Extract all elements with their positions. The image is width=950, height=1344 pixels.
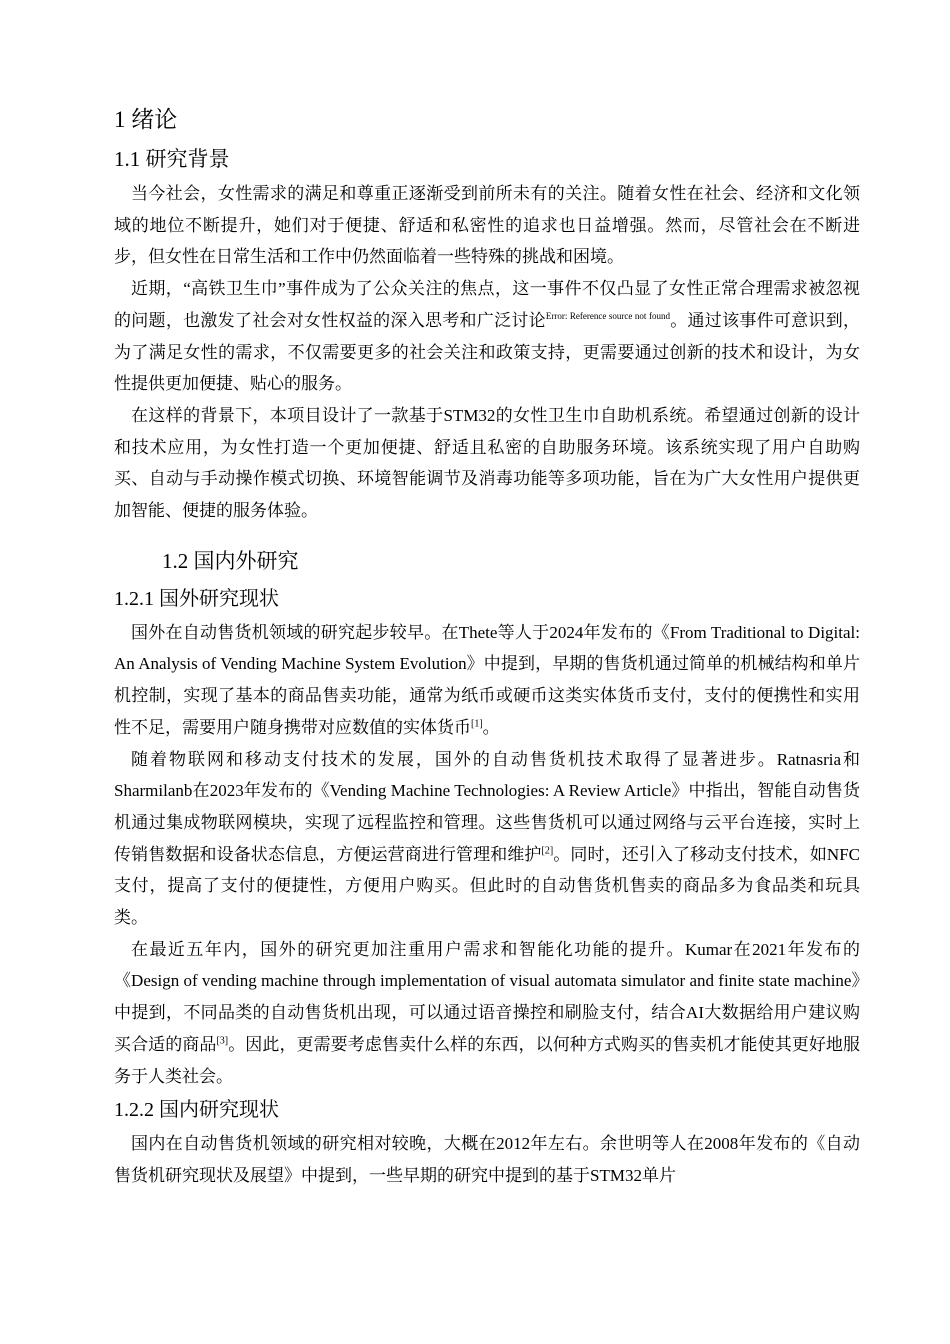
paragraph bbox=[114, 934, 860, 1093]
paragraph: 在这样的背景下，本项目设计了一款基于STM32的女性卫生巾自助机系统。希望通过创新的设计和技术应用，为女性打造一个更加便捷、舒适且私密的自助服务环境。该系统实现了用户自助购买、自动与手动操作模式切换、环境智能调节及消毒功能等多项功能，旨在为广大女性用户提供更加智能、便捷的服务体验。 bbox=[114, 405, 860, 521]
paragraph-text: 。同时，还引入了移动支付技术，如NFC支付，提高了支付的便捷性，方便用户购买。但此时的自动售货机售卖的商品多为食品类和玩具类。 bbox=[114, 844, 860, 928]
section-title-1-2: 1.2 国内外研究 bbox=[162, 548, 299, 573]
chapter-title: 1 绪论 bbox=[114, 107, 178, 132]
reference-error: Error: Reference source not found bbox=[545, 310, 670, 321]
paragraph-text: 。通过该事件可意识到，为了满足女性的需求，不仅需要更多的社会关注和政策支持，更需要通过创新的技术和设计，为女性提供更加便捷、贴心的服务。 bbox=[114, 310, 861, 394]
subsection-title-1-2-2: 1.2.2 国内研究现状 bbox=[114, 1099, 279, 1122]
paragraph-text: 。因此，更需要考虑售卖什么样的东西，以何种方式购买的售卖机才能使其更好地服务于人类社会。 bbox=[114, 1034, 861, 1086]
paragraph: 当今社会，女性需求的满足和尊重正逐渐受到前所未有的关注。随着女性在社会、经济和文化领域的地位不断提升，她们对于便捷、舒适和私密性的追求也日益增强。然而，尽管社会在不断进步，但女性在日常生活和工作中仍然面临着一些特殊的挑战和困境。 bbox=[114, 184, 860, 267]
paragraph bbox=[114, 273, 860, 400]
section-title-1-1: 1.1 研究背景 bbox=[114, 147, 230, 171]
paragraph-text: 近期，“高铁卫生巾”事件成为了公众关注的焦点，这一事件不仅凸显了女性正常合理需求被忽视的问题，也激发了社会对女性权益的深入思考和广泛讨论 bbox=[114, 279, 860, 330]
paragraph bbox=[114, 617, 860, 744]
document-body bbox=[114, 100, 860, 1192]
paragraph-text: 。 bbox=[482, 717, 500, 737]
citation: [3] bbox=[216, 1035, 229, 1047]
paragraph: 国内在自动售货机领域的研究相对较晚，大概在2012年左右。余世明等人在2008年发布的《自动售货机研究现状及展望》中提到，一些早期的研究中提到的基于STM32单片 bbox=[114, 1134, 860, 1185]
subsection-title-1-2-1: 1.2.1 国外研究现状 bbox=[114, 587, 279, 610]
paragraph-text: 在最近五年内，国外的研究更加注重用户需求和智能化功能的提升。Kumar在2021年发布的《Design of vending machine through implementation of visual automata simulator and finite state machine》中提到，不同品类的自动售货机出现，可以通过语音操控和刷脸支付，结合AI大数据给用户建议购买合适的商品 bbox=[114, 939, 860, 1054]
paragraph-text: 随着物联网和移动支付技术的发展，国外的自动售货机技术取得了显著进步。Ratnasria和Sharmilanb在2023年发布的《Vending Machine Technologies: A Review Article》中指出，智能自动售货机通过集成物联网模块，实现了远程监控和管理。这些售货机可以通过网络与云平台连接，实时上传销售数据和设备状态信息，方便运营商进行管理和维护 bbox=[114, 749, 860, 864]
paragraph-text: 国外在自动售货机领域的研究起步较早。在Thete等人于2024年发布的《From Traditional to Digital: An Analysis of Vending Machine System Evolution》中提到，早期的售货机通过简单的机械结构和单片机控制，实现了基本的商品售卖功能，通常为纸币或硬币这类实体货币支付，支付的便携性和实用性不足，需要用户随身携带对应数值的实体货币 bbox=[114, 622, 860, 737]
citation: [2] bbox=[541, 845, 554, 856]
citation: [1] bbox=[471, 718, 483, 730]
paragraph bbox=[114, 744, 860, 934]
